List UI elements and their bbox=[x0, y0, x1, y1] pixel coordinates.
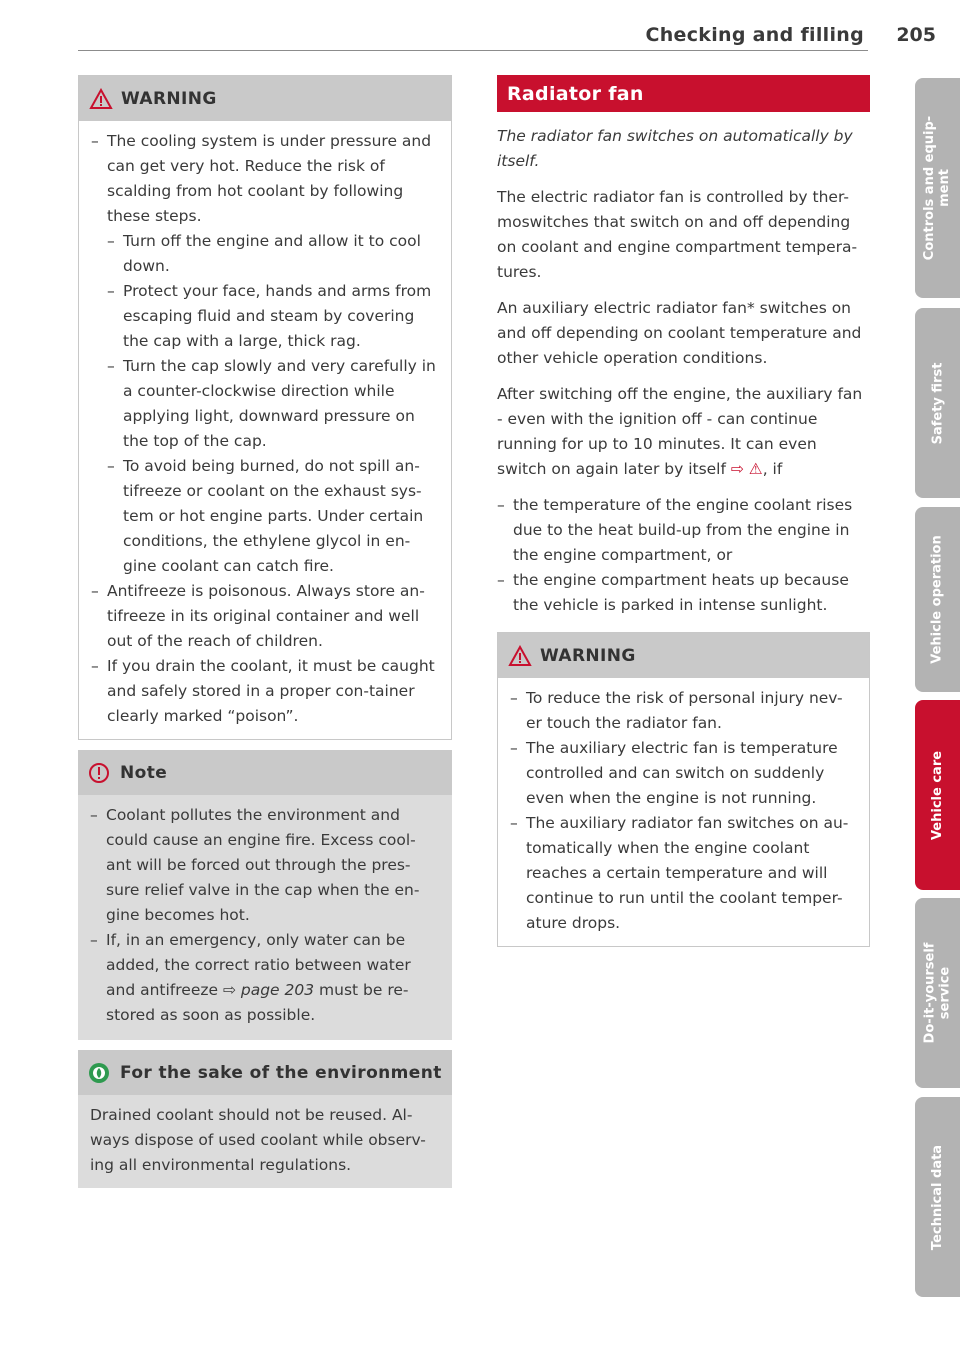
condition-list bbox=[497, 493, 870, 618]
page-number: 205 bbox=[896, 24, 936, 46]
list-item: – the temperature of the engine coolant rises due to the heat build-up from the engine in the engine compartment, or bbox=[497, 493, 870, 568]
paragraph: An auxiliary electric radiator fan* switches on and off depending on coolant temperature and other vehicle operation conditions. bbox=[497, 299, 862, 367]
tab-vehicle-operation[interactable]: Vehicle operation bbox=[915, 507, 960, 692]
list-item: – If you drain the coolant, it must be caught and safely stored in a proper con-tainer clearly marked “poison”. bbox=[91, 654, 439, 729]
environment-text: Drained coolant should not be reused. Al-ways dispose of used coolant while observ-ing all environmental regulations. bbox=[90, 1106, 426, 1174]
environment-title: For the sake of the environment bbox=[120, 1062, 442, 1083]
paragraph: After switching off the engine, the auxiliary fan - even with the ignition off - can continue running for up to 10 minutes. It can even switch on again later by itself ⇨ ⚠, if bbox=[497, 385, 863, 478]
intro-text: The radiator fan switches on automatically by itself. bbox=[497, 127, 853, 170]
tab-controls-and-equipment[interactable]: Controls and equip- ment bbox=[915, 78, 960, 298]
environment-header bbox=[78, 1050, 452, 1095]
list-item: – Turn the cap slowly and very carefully in a counter-clockwise direction while applying light, downward pressure on the top of the cap. bbox=[107, 354, 439, 454]
coolant-warning-box bbox=[78, 75, 452, 740]
note-box bbox=[78, 750, 452, 1040]
warning-triangle-icon bbox=[508, 645, 532, 667]
list-item: – To reduce the risk of personal injury nev-er touch the radiator fan. bbox=[510, 686, 857, 736]
list-item: – the engine compartment heats up because the vehicle is parked in intense sunlight. bbox=[497, 568, 870, 618]
list-item: – The auxiliary radiator fan switches on au-tomatically when the engine coolant reaches a certain temperature and will continue to run until the coolant temper-ature drops. bbox=[510, 811, 857, 936]
environment-leaf-icon bbox=[88, 1062, 112, 1084]
list-item: – If, in an emergency, only water can be added, the correct ratio between water and antifreeze ⇨ page 203 must be re-stored as soon as possible. bbox=[90, 928, 440, 1028]
page-reference-link[interactable]: ⇨ page 203 bbox=[222, 981, 315, 999]
tab-do-it-yourself-service[interactable]: Do-it-yourself service bbox=[915, 898, 960, 1088]
list-item: – To avoid being burned, do not spill an-tifreeze or coolant on the exhaust sys-tem or hot engine parts. Under certain conditions, the ethylene glycol in en-gine coolant can catch fire. bbox=[107, 454, 439, 579]
note-header bbox=[78, 750, 452, 795]
tab-safety-first[interactable]: Safety first bbox=[915, 308, 960, 498]
environment-box bbox=[78, 1050, 452, 1188]
warning-title: WARNING bbox=[540, 645, 636, 666]
info-circle-icon bbox=[88, 762, 112, 784]
running-head: Checking and filling bbox=[645, 24, 864, 46]
fan-warning-box bbox=[497, 632, 870, 947]
left-column bbox=[78, 75, 452, 1188]
list-item: – Protect your face, hands and arms from escaping fluid and steam by covering the cap with a large, thick rag. bbox=[107, 279, 439, 354]
warning-title: WARNING bbox=[121, 88, 217, 109]
list-item: – Coolant pollutes the environment and could cause an engine fire. Excess cool-ant will be forced out through the pres-sure relief valve in the cap when the en-gine becomes hot. bbox=[90, 803, 440, 928]
note-title: Note bbox=[120, 762, 168, 783]
warning-header bbox=[498, 633, 869, 678]
tab-vehicle-care[interactable]: Vehicle care bbox=[915, 700, 960, 890]
list-item: – The auxiliary electric fan is temperature controlled and can switch on suddenly even when the engine is not running. bbox=[510, 736, 857, 811]
list-item: – The cooling system is under pressure and can get very hot. Reduce the risk of scalding from hot coolant by following these steps. – Turn off the engine and allow it to cool down. – Protect your face, hands and arms from escaping fluid and steam by covering the cap with a large, thick rag. – Turn the cap slowly and very carefully in a counter-clockwise direction while applying light, downward pressure on the top of the cap. – To avoid being burned, do not spill an-tifreeze or coolant on the exhaust sys-tem or hot engine parts. Under certain conditions, the ethylene glycol in en-gine coolant can catch fire. bbox=[91, 129, 439, 579]
warning-header bbox=[79, 76, 451, 121]
list-item: – Antifreeze is poisonous. Always store an-tifreeze in its original container and well out of the reach of children. bbox=[91, 579, 439, 654]
warning-reference-link[interactable]: ⇨ ⚠ bbox=[730, 460, 763, 478]
warning-triangle-icon bbox=[89, 88, 113, 110]
right-column bbox=[497, 75, 870, 947]
list-item: – Turn off the engine and allow it to cool down. bbox=[107, 229, 439, 279]
paragraph: The electric radiator fan is controlled by ther-moswitches that switch on and off depending on coolant and engine compartment tempera-tures. bbox=[497, 188, 858, 281]
section-title: Radiator fan bbox=[497, 75, 870, 112]
tab-technical-data[interactable]: Technical data bbox=[915, 1097, 960, 1297]
header-rule bbox=[78, 50, 868, 51]
